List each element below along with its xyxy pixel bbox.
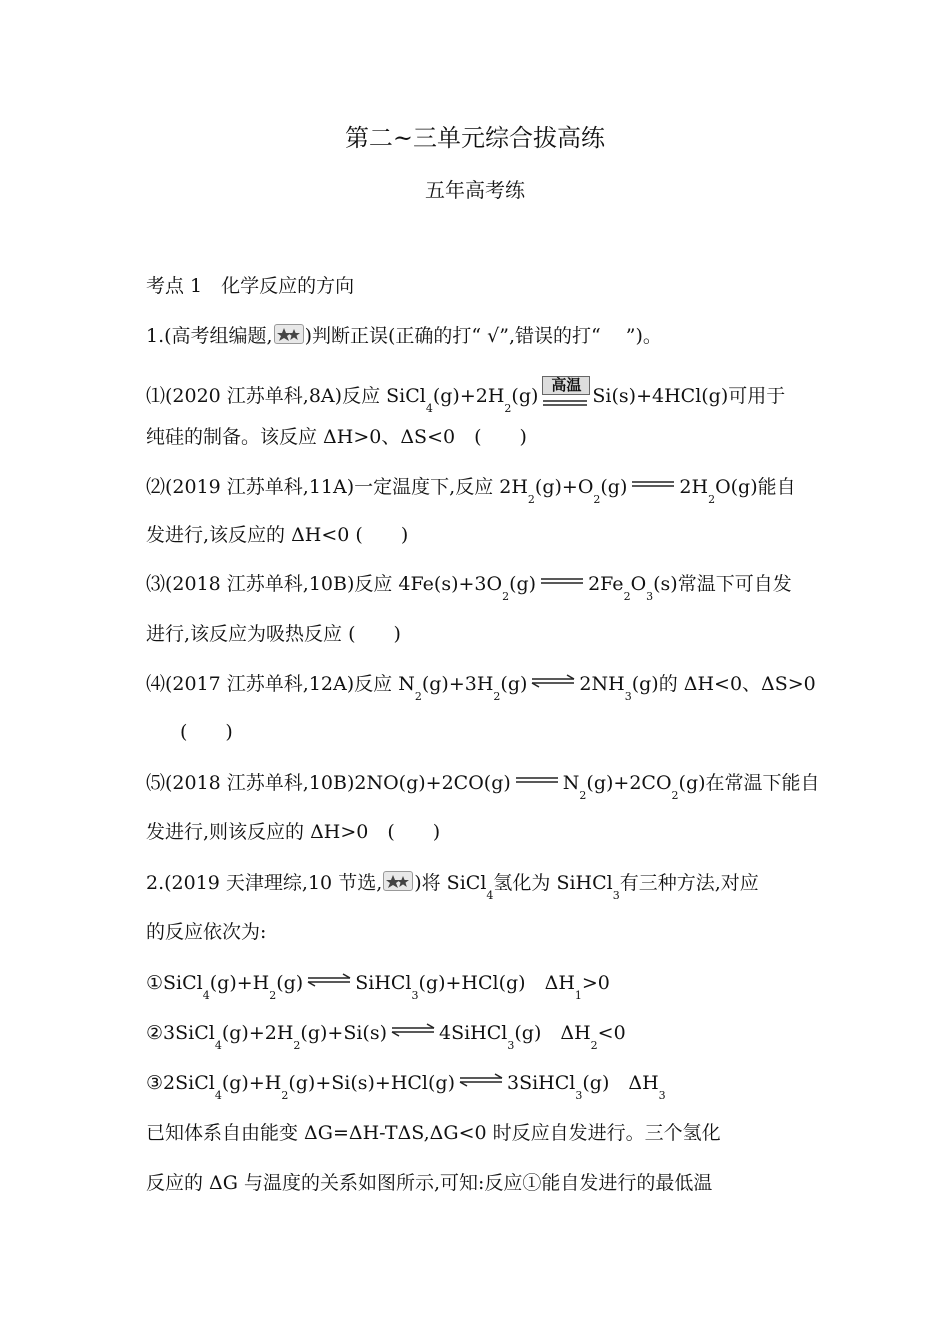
q2-text-2: 反应的 ΔG 与温度的关系如图所示,可知:反应①能自发进行的最低温 bbox=[146, 1172, 713, 1194]
q2-reaction-3: $③2SiCl_4(g)+H_2(g)+Si(s)+HCl(g)$ 3SiHCl$_3$(g) $\Delta H_3$ bbox=[146, 1072, 666, 1102]
equal-sign-arrow bbox=[540, 574, 584, 588]
q1-item-2: ⑵(2019 江苏单科,11A)一定温度下,反应 $2H_2(g)+O_2(g)$ $2H_2O(g)$能自 bbox=[146, 476, 796, 506]
equal-sign-arrow bbox=[515, 773, 559, 787]
q1-item-5-cont: 发进行,则该反应的 ΔH>0 ( ) bbox=[146, 821, 441, 843]
equal-sign-arrow bbox=[631, 477, 675, 491]
q2-stem: 2.(2019 天津理综,10 节选, )将 SiCl$_4$氢化为 SiHCl$_3$有三种方法,对应 bbox=[146, 872, 759, 902]
q1-item-4: ⑷(2017 江苏单科,12A)反应 $N_2(g)+3H_2(g)$ $2NH_3(g)$的 ΔH<0、ΔS>0 bbox=[146, 673, 816, 703]
condition-arrow-high-temp: 高温 bbox=[542, 376, 588, 408]
q2-reaction-2: $②3SiCl_4(g)+2H_2(g)+Si(s)$ 4SiHCl$_3$(g) $\Delta H_2<0$ bbox=[146, 1022, 626, 1052]
reversible-arrow bbox=[459, 1073, 503, 1087]
section-heading: 考点 1 化学反应的方向 bbox=[146, 275, 355, 297]
q1-item-4-cont: ( ) bbox=[180, 721, 233, 743]
reversible-arrow bbox=[307, 973, 351, 987]
q1-item-3-cont: 进行,该反应为吸热反应 ( ) bbox=[146, 623, 401, 645]
page-title: 第二~三单元综合拔高练 bbox=[344, 124, 606, 152]
reversible-arrow bbox=[391, 1023, 435, 1037]
q1-item-1: ⑴(2020 江苏单科,8A)反应 $SiCl_4(g)+2H_2(g)$ 高温 Si(s)+4HCl(g)可用于 bbox=[146, 376, 786, 415]
q1-item-1-cont: 纯硅的制备。该反应 ΔH>0、ΔS<0 ( ) bbox=[146, 426, 527, 448]
difficulty-star-icon bbox=[274, 324, 304, 344]
q2-stem-cont: 的反应依次为: bbox=[146, 921, 267, 943]
q2-text-1: 已知体系自由能变 ΔG=ΔH-TΔS,ΔG<0 时反应自发进行。三个氢化 bbox=[146, 1122, 721, 1144]
difficulty-star-icon bbox=[383, 871, 413, 891]
q1-stem: 1.(高考组编题, )判断正误(正确的打“ √”,错误的打“ ”)。 bbox=[146, 325, 662, 347]
q2-reaction-1: $①SiCl_4(g)+H_2(g)$ SiHCl$_3$(g)+HCl(g) $\Delta H_1>0$ bbox=[146, 972, 610, 1002]
q1-item-5: ⑸(2018 江苏单科,10B)2NO(g)+2CO(g) $N_2(g)+2CO_2(g)$在常温下能自 bbox=[146, 772, 820, 802]
page-subtitle: 五年高考练 bbox=[425, 178, 525, 202]
q1-item-2-cont: 发进行,该反应的 ΔH<0 ( ) bbox=[146, 524, 409, 546]
reversible-arrow bbox=[531, 674, 575, 688]
q1-item-3: ⑶(2018 江苏单科,10B)反应 $4Fe(s)+3O_2(g)$ $2Fe_2O_3(s)$常温下可自发 bbox=[146, 573, 792, 603]
